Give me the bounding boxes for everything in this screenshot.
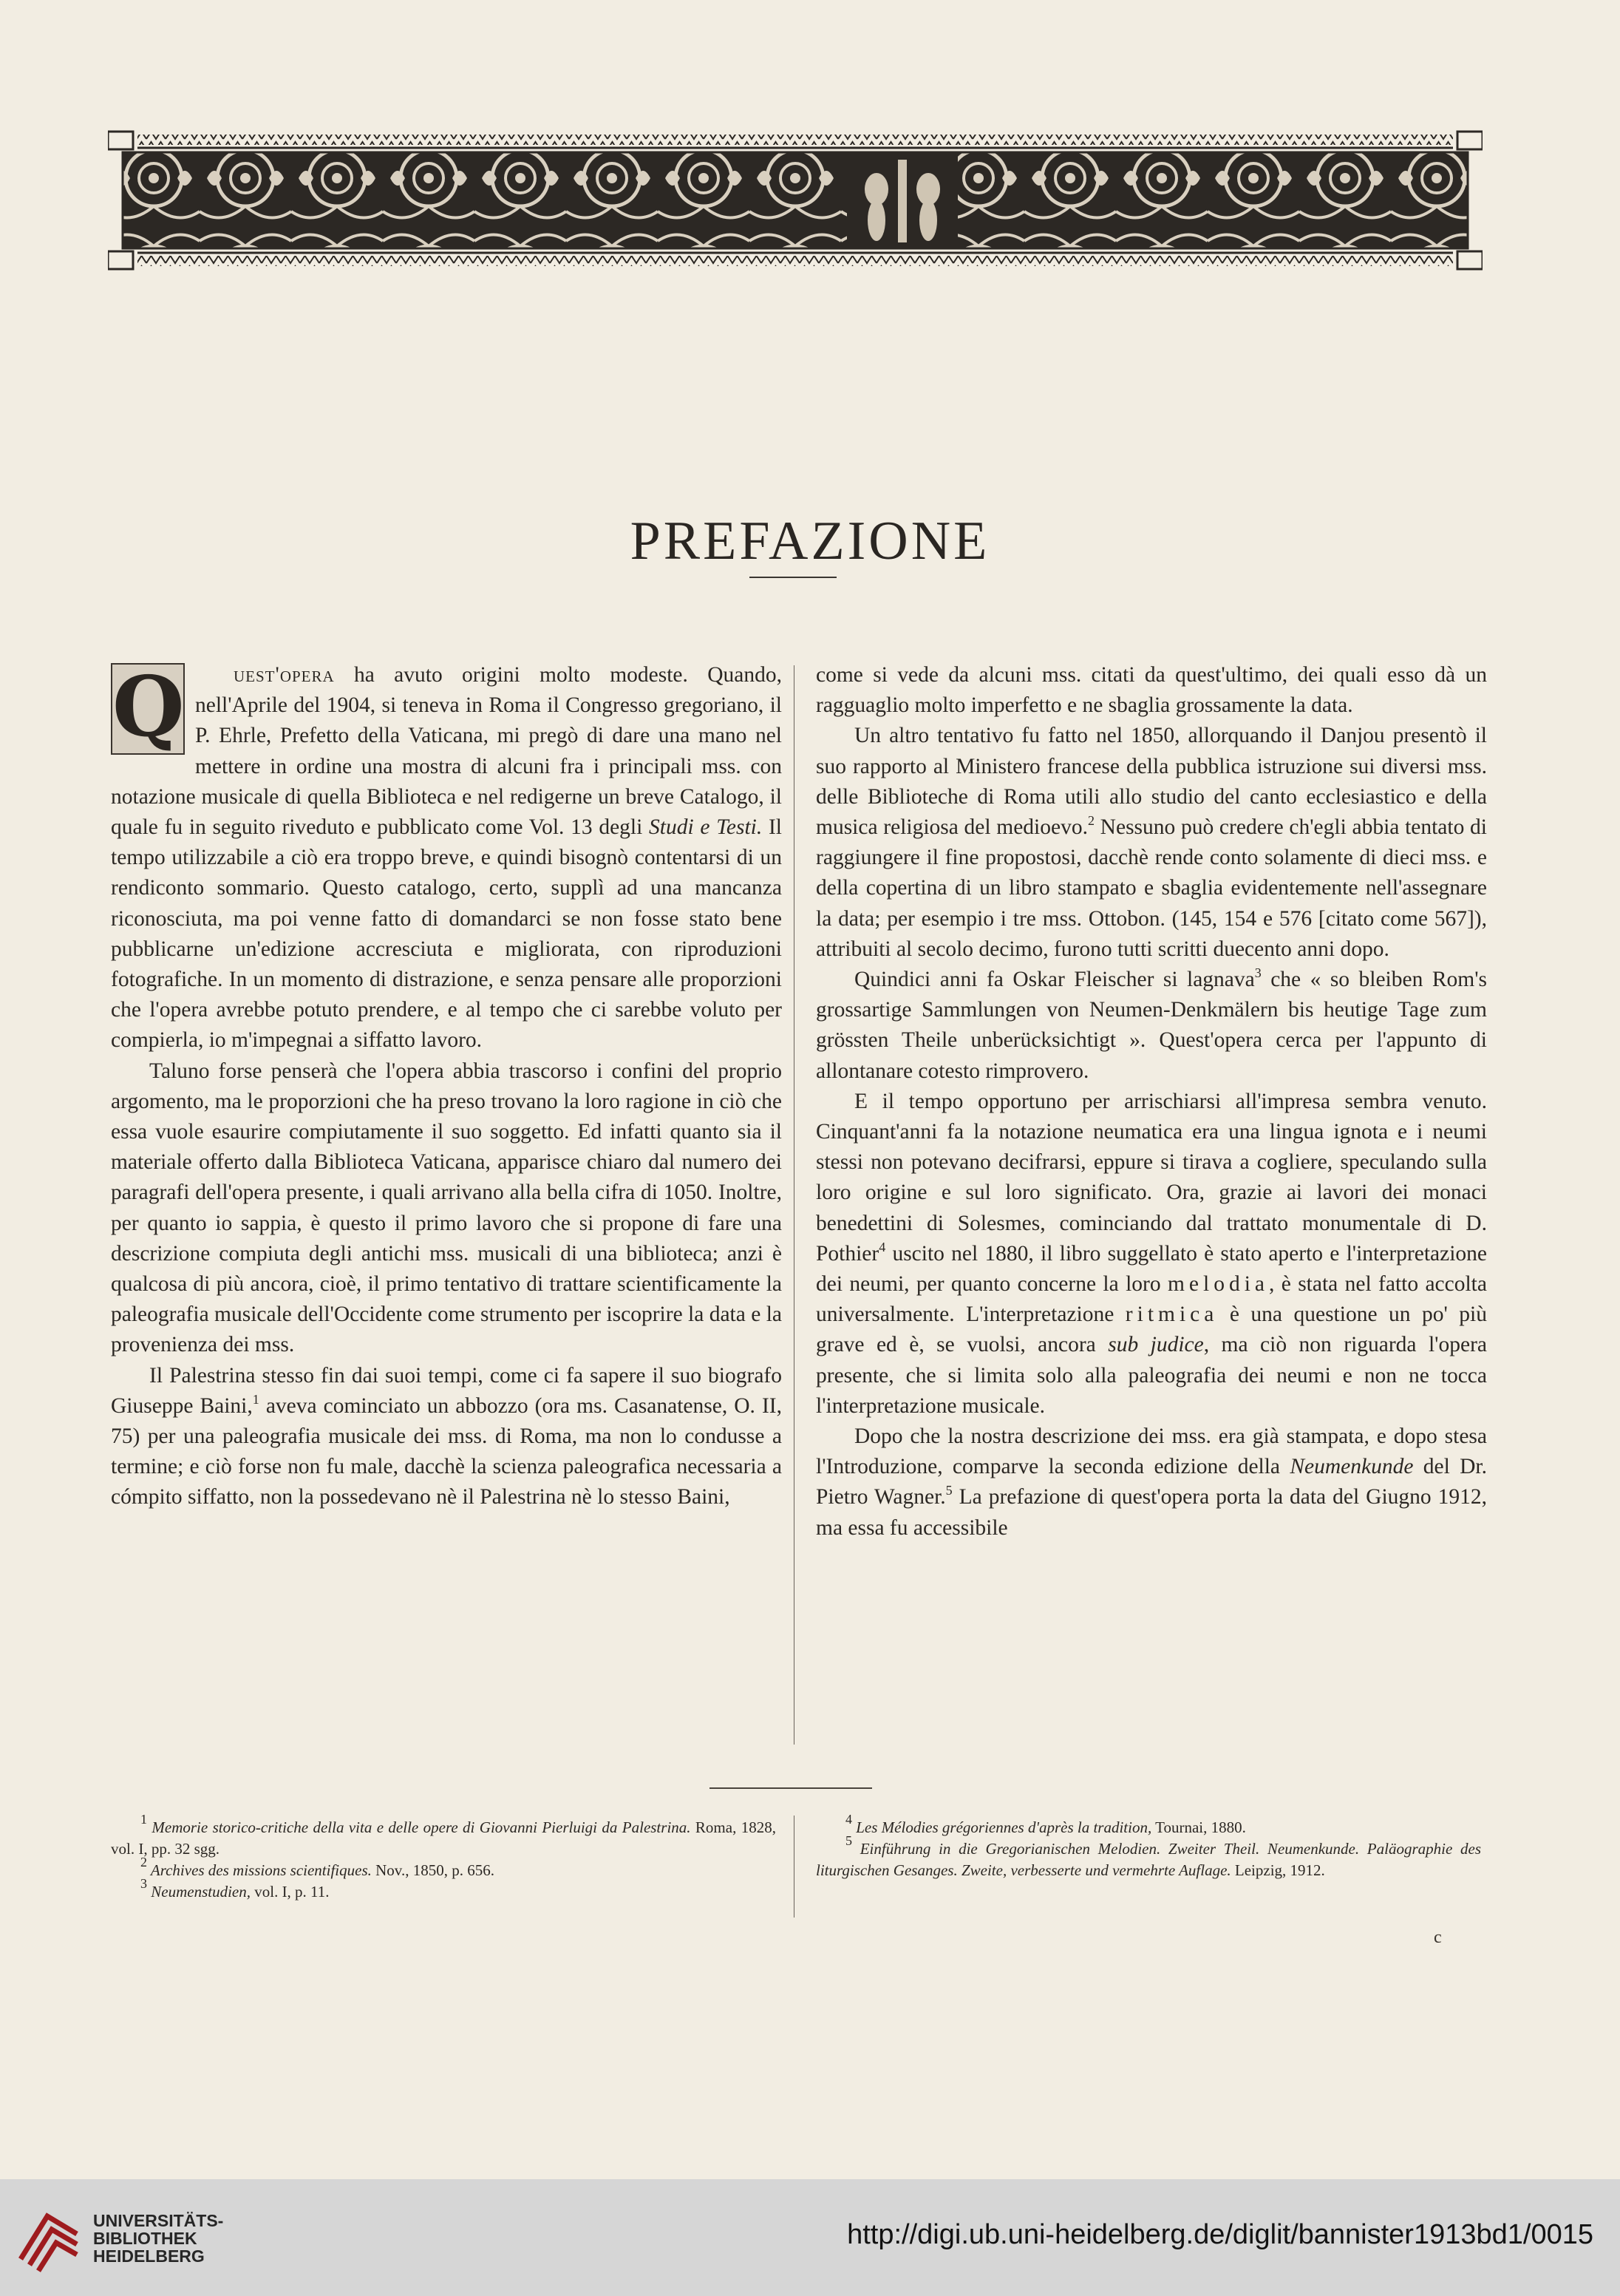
text-run: come si vede da alcuni mss. citati da quest'ultimo, dei quali esso dà un ragguaglio molto imperfetto e ne sbaglia grossamente la data.	[816, 663, 1487, 718]
footnotes-right	[816, 1812, 1481, 1881]
footnote-ref: 2	[140, 1855, 147, 1869]
title-rule	[749, 577, 837, 578]
footnote-rule	[709, 1787, 872, 1789]
ornamental-header-icon	[108, 130, 1483, 271]
footnote-ref: 2	[1087, 813, 1095, 829]
text-run: vol. I, p. 11.	[250, 1883, 330, 1901]
paragraph	[816, 1422, 1487, 1543]
text-run: ritmica	[1125, 1302, 1219, 1327]
text-run: Neumenkunde	[1290, 1455, 1414, 1479]
footnote-ref: 3	[140, 1876, 147, 1891]
dropcap-letter: Q	[112, 659, 185, 755]
text-run: è una questione un po' più grave ed è, se vuolsi, ancora	[816, 1302, 1487, 1357]
library-name-line: UNIVERSITÄTS-	[93, 2211, 224, 2230]
signature-mark: c	[1434, 1928, 1442, 1947]
text-run: sub judice	[1108, 1333, 1204, 1357]
footnote	[816, 1833, 1481, 1881]
footnotes-left	[111, 1812, 776, 1903]
footnote	[111, 1855, 776, 1881]
footnote-ref: 4	[845, 1812, 852, 1827]
text-run: Memorie storico-critiche della vita e delle opere di Giovanni Pierluigi da Palestrina.	[147, 1818, 691, 1836]
footnote	[111, 1876, 776, 1903]
text-run: Taluno forse penserà che l'opera abbia trascorso i confini del proprio argomento, ma le proporzioni che ha preso trovano la loro ragione in ciò che essa vuole esaurire compiutamente il suo soggetto. Ed infatti quanto sia il materiale offerto dalla Biblioteca Vaticana, apparisce chiaro dal numero dei paragrafi dell'opera presente, i quali arrivano alla bella cifra di 1050. Inoltre, per quanto io sappia, è questo il primo lavoro che si propone di fare una descrizione compiuta degli antichi mss. musicali di una biblioteca; anzi è qualcosa di più ancora, cioè, il primo tentativo di trattare scientificamente la paleografia musicale dell'Occidente come strumento per iscoprire la data e la provenienza dei mss.	[111, 1059, 782, 1357]
permalink-url[interactable]: http://digi.ub.uni-heidelberg.de/diglit/bannister1913bd1/0015	[847, 2219, 1593, 2250]
text-run: Neumenstudien,	[147, 1883, 251, 1901]
library-name-line: HEIDELBERG	[93, 2246, 205, 2266]
footnote-ref: 3	[1254, 965, 1262, 981]
library-name	[93, 2212, 223, 2265]
text-run: Il tempo utilizzabile a ciò era troppo breve, e quindi bisognò contentarsi di un rendiconto sommario. Questo catalogo, certo, supplì ad una mancanza riconosciuta, ma poi venne fatto di domandarci se non fosse stato bene pubblicarne un'edizione accresciuta e migliorata, con riproduzioni fotografiche. In un momento di distrazione, e senza pensare alle proporzioni che l'opera avrebbe potuto prendere, e al tempo che ci sarebbe voluto per compierla, io m'impegnai a siffatto lavoro.	[111, 815, 782, 1053]
library-name-line: BIBLIOTHEK	[93, 2229, 197, 2248]
dropcap-initial	[111, 659, 185, 755]
text-run: Dopo che la nostra descrizione dei mss. era già stampata, e dopo stesa l'Introduzione, comparve la seconda edizione della	[816, 1424, 1487, 1479]
paragraph	[816, 660, 1487, 721]
text-run: Un altro tentativo fu fatto nel 1850, allorquando il Danjou presentò il suo rapporto al Ministero francese della pubblica istruzione sui diversi mss. delle Biblioteche di Roma utili allo studio del canto ecclesiastico e della musica religiosa del medioevo.	[816, 724, 1487, 840]
text-run: che « so bleiben Rom's grossartige Sammlungen von Neumen-Denkmälern bis heutige Tage zum grössten Theile unberücksichtigt ». Quest'opera cerca per l'appunto di allontanare cotesto rimprovero.	[816, 968, 1487, 1083]
paragraph	[816, 721, 1487, 965]
footnote	[111, 1812, 776, 1860]
paragraph	[111, 1361, 782, 1513]
paragraph	[111, 660, 782, 1056]
text-run: Studi e Testi.	[649, 815, 763, 840]
text-run: Nessuno può credere ch'egli abbia tentato di raggiungere il fine propostosi, dacchè rende conto solamente di dieci mss. e della copertina di un libro stampato e sbaglia evidentemente nell'assegnare la data; per esempio i tre mss. Ottobon. (145, 154 e 576 [citato come 567]), attribuiti al secolo decimo, furono tutti scritti duecento anni dopo.	[816, 815, 1487, 961]
text-run: Roma, 1828, vol. I, pp. 32 sgg.	[111, 1818, 776, 1858]
footnote-ref: 5	[845, 1833, 852, 1848]
footer-bar	[0, 2179, 1620, 2296]
body-column-right	[816, 660, 1487, 1543]
text-run: aveva cominciato un abbozzo (ora ms. Casanatense, O. II, 75) per una paleografia musicale dei mss. di Roma, ma non lo condusse a termine; e ciò forse non fu male, dacchè la scienza paleografica necessaria a cómpito siffatto, non la possedevano nè il Palestrina nè lo stesso Baini,	[111, 1393, 782, 1509]
text-run: Quindici anni fa Oskar Fleischer si lagnava	[854, 968, 1255, 992]
text-run: , è stata nel fatto accolta universalmente. L'interpretazione	[816, 1272, 1487, 1327]
body-column-left	[111, 660, 782, 1513]
text-run: La prefazione di quest'opera porta la data del Giugno 1912, ma essa fu accessibile	[816, 1485, 1487, 1540]
text-run: , ma ciò non riguarda l'opera presente, che si limita solo alla paleografia dei neumi e non ne tocca l'interpretazione musicale.	[816, 1333, 1488, 1418]
text-run: E il tempo opportuno per arrischiarsi all'impresa sembra venuto. Cinquant'anni fa la notazione neumatica era una lingua ignota e i neumi stessi non potevano decifrarsi, eppure si tirava a cogliere, speculando sulla loro origine e sul loro significato. Ora, grazie ai lavori dei monaci benedettini di Solesmes, cominciando dal trattato monumentale di D. Pothier	[816, 1089, 1487, 1266]
page-title: PREFAZIONE	[630, 510, 990, 571]
library-logo-icon[interactable]	[13, 2201, 84, 2272]
text-run: Einführung in die Gregorianischen Melodien. Zweiter Theil. Neumenkunde. Paläographie des liturgischen Gesanges. Zweite, verbesserte und vermehrte Auflage.	[816, 1840, 1481, 1879]
paragraph	[816, 965, 1487, 1087]
text-run: del Dr. Pietro Wagner.	[816, 1455, 1487, 1509]
paragraph	[816, 1087, 1487, 1422]
text-run: uscito nel 1880, il libro suggellato è stato aperto e l'interpretazione dei neumi, per quanto concerne la loro	[816, 1241, 1487, 1297]
text-run: Les Mélodies grégoriennes d'après la tradition,	[852, 1818, 1152, 1836]
text-run: ha avuto origini molto modeste. Quando, nell'Aprile del 1904, si teneva in Roma il Congresso gregoriano, il P. Ehrle, Prefetto della Vaticana, mi pregò di dare una mano nel mettere in ordine una mostra di alcuni fra i principali mss. con notazione musicale di quella Biblioteca e nel redigerne un breve Catalogo, il quale fu in seguito riveduto e pubblicato come Vol. 13 degli	[111, 663, 782, 840]
text-run: Nov., 1850, p. 656.	[371, 1861, 494, 1879]
footnote-ref: 1	[140, 1812, 147, 1827]
text-run: Tournai, 1880.	[1151, 1818, 1246, 1836]
text-run: Il Palestrina stesso fin dai suoi tempi, come ci fa sapere il suo biografo Giuseppe Baini,	[111, 1363, 782, 1418]
footnote	[816, 1812, 1481, 1838]
footnote-ref: 1	[252, 1391, 259, 1407]
text-run: Archives des missions scientifiques.	[147, 1861, 372, 1879]
text-run: melodia	[1167, 1272, 1269, 1297]
paragraph	[111, 1056, 782, 1361]
footnote-ref: 5	[945, 1483, 953, 1498]
text-run: uest'opera	[234, 663, 335, 687]
footnote-ref: 4	[879, 1239, 886, 1254]
text-run: Leipzig, 1912.	[1231, 1861, 1325, 1879]
